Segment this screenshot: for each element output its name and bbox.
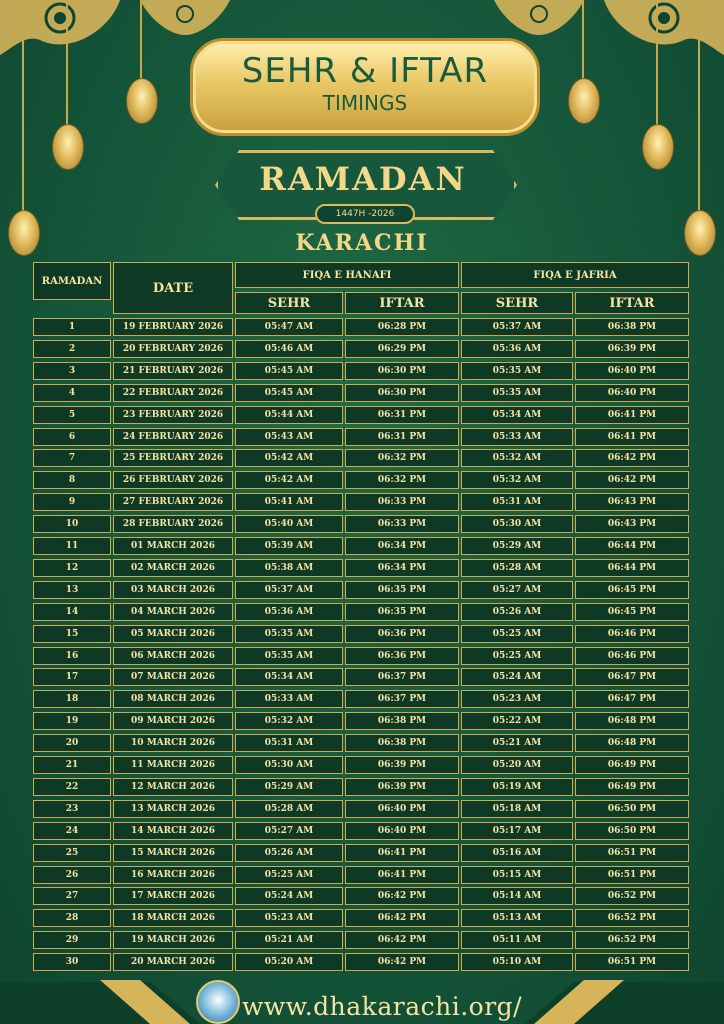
jafria-sehr-cell: 05:14 AM [461, 887, 573, 905]
date-cell: 20 FEBRUARY 2026 [113, 340, 233, 358]
jafria-iftar-cell: 06:45 PM [575, 603, 689, 621]
ramadan-day-cell: 3 [33, 362, 111, 380]
jafria-iftar-cell: 06:48 PM [575, 734, 689, 752]
jafria-sehr-cell: 05:31 AM [461, 493, 573, 511]
hanafi-sehr-cell: 05:42 AM [235, 471, 343, 489]
ramadan-day-cell: 20 [33, 734, 111, 752]
jafria-iftar-cell: 06:49 PM [575, 756, 689, 774]
ramadan-day-cell: 10 [33, 515, 111, 533]
jafria-iftar-cell: 06:44 PM [575, 537, 689, 555]
jafria-iftar-cell: 06:51 PM [575, 866, 689, 884]
date-cell: 17 MARCH 2026 [113, 887, 233, 905]
date-cell: 20 MARCH 2026 [113, 953, 233, 971]
ramadan-day-cell: 8 [33, 471, 111, 489]
hanafi-iftar-cell: 06:36 PM [345, 625, 459, 643]
hanafi-iftar-cell: 06:33 PM [345, 493, 459, 511]
jafria-sehr-cell: 05:19 AM [461, 778, 573, 796]
hanafi-sehr-cell: 05:38 AM [235, 559, 343, 577]
ramadan-day-cell: 5 [33, 406, 111, 424]
hanafi-sehr-cell: 05:24 AM [235, 887, 343, 905]
hanafi-iftar-cell: 06:34 PM [345, 559, 459, 577]
jafria-sehr-cell: 05:37 AM [461, 318, 573, 336]
hanafi-iftar-cell: 06:40 PM [345, 822, 459, 840]
hanafi-iftar-cell: 06:37 PM [345, 668, 459, 686]
hanafi-iftar-cell: 06:42 PM [345, 953, 459, 971]
ramadan-day-cell: 30 [33, 953, 111, 971]
hanafi-sehr-cell: 05:42 AM [235, 449, 343, 467]
date-cell: 07 MARCH 2026 [113, 668, 233, 686]
date-cell: 22 FEBRUARY 2026 [113, 384, 233, 402]
jafria-iftar-cell: 06:41 PM [575, 406, 689, 424]
jafria-iftar-cell: 06:48 PM [575, 712, 689, 730]
date-cell: 23 FEBRUARY 2026 [113, 406, 233, 424]
date-cell: 15 MARCH 2026 [113, 844, 233, 862]
hanafi-sehr-cell: 05:44 AM [235, 406, 343, 424]
city-label: KARACHI [295, 230, 429, 256]
hanafi-sehr-cell: 05:27 AM [235, 822, 343, 840]
hanafi-iftar-cell: 06:31 PM [345, 406, 459, 424]
ramadan-day-cell: 6 [33, 428, 111, 446]
date-cell: 19 MARCH 2026 [113, 931, 233, 949]
ramadan-day-cell: 16 [33, 647, 111, 665]
ramadan-day-cell: 26 [33, 866, 111, 884]
date-cell: 14 MARCH 2026 [113, 822, 233, 840]
ramadan-day-cell: 29 [33, 931, 111, 949]
hanafi-iftar-cell: 06:30 PM [345, 362, 459, 380]
hanafi-sehr-cell: 05:33 AM [235, 690, 343, 708]
date-cell: 04 MARCH 2026 [113, 603, 233, 621]
jafria-iftar-cell: 06:47 PM [575, 668, 689, 686]
ramadan-day-cell: 21 [33, 756, 111, 774]
hanafi-iftar-cell: 06:30 PM [345, 384, 459, 402]
jafria-sehr-cell: 05:28 AM [461, 559, 573, 577]
jafria-iftar-cell: 06:38 PM [575, 318, 689, 336]
hanafi-sehr-cell: 05:47 AM [235, 318, 343, 336]
jafria-sehr-cell: 05:27 AM [461, 581, 573, 599]
hanafi-iftar-cell: 06:38 PM [345, 712, 459, 730]
jafria-sehr-cell: 05:25 AM [461, 625, 573, 643]
hanafi-iftar-cell: 06:32 PM [345, 471, 459, 489]
header-jafria-sehr: SEHR [461, 292, 573, 314]
jafria-iftar-cell: 06:47 PM [575, 690, 689, 708]
date-cell: 03 MARCH 2026 [113, 581, 233, 599]
jafria-sehr-cell: 05:35 AM [461, 384, 573, 402]
header-hanafi-sehr: SEHR [235, 292, 343, 314]
page-title: SEHR & IFTAR [241, 51, 489, 91]
hanafi-sehr-cell: 05:45 AM [235, 362, 343, 380]
date-cell: 28 FEBRUARY 2026 [113, 515, 233, 533]
jafria-iftar-cell: 06:39 PM [575, 340, 689, 358]
jafria-sehr-cell: 05:36 AM [461, 340, 573, 358]
jafria-iftar-cell: 06:46 PM [575, 647, 689, 665]
jafria-iftar-cell: 06:40 PM [575, 362, 689, 380]
jafria-iftar-cell: 06:52 PM [575, 931, 689, 949]
lantern-icon [126, 0, 156, 140]
jafria-sehr-cell: 05:13 AM [461, 909, 573, 927]
page-subtitle: TIMINGS [322, 91, 408, 115]
date-cell: 26 FEBRUARY 2026 [113, 471, 233, 489]
hanafi-sehr-cell: 05:43 AM [235, 428, 343, 446]
header-jafria-iftar: IFTAR [575, 292, 689, 314]
jafria-iftar-cell: 06:45 PM [575, 581, 689, 599]
hanafi-iftar-cell: 06:35 PM [345, 581, 459, 599]
date-cell: 21 FEBRUARY 2026 [113, 362, 233, 380]
jafria-sehr-cell: 05:26 AM [461, 603, 573, 621]
header-date: DATE [113, 262, 233, 314]
header-fiqa-hanafi: FIQA E HANAFI [235, 262, 459, 288]
jafria-iftar-cell: 06:40 PM [575, 384, 689, 402]
date-cell: 06 MARCH 2026 [113, 647, 233, 665]
ramadan-day-cell: 19 [33, 712, 111, 730]
hanafi-iftar-cell: 06:37 PM [345, 690, 459, 708]
jafria-iftar-cell: 06:41 PM [575, 428, 689, 446]
date-cell: 09 MARCH 2026 [113, 712, 233, 730]
hanafi-iftar-cell: 06:29 PM [345, 340, 459, 358]
date-cell: 08 MARCH 2026 [113, 690, 233, 708]
hanafi-sehr-cell: 05:20 AM [235, 953, 343, 971]
hanafi-iftar-cell: 06:42 PM [345, 909, 459, 927]
jafria-iftar-cell: 06:43 PM [575, 493, 689, 511]
hanafi-iftar-cell: 06:40 PM [345, 800, 459, 818]
ramadan-day-cell: 7 [33, 449, 111, 467]
jafria-sehr-cell: 05:24 AM [461, 668, 573, 686]
hanafi-iftar-cell: 06:41 PM [345, 866, 459, 884]
hanafi-sehr-cell: 05:34 AM [235, 668, 343, 686]
jafria-iftar-cell: 06:43 PM [575, 515, 689, 533]
ramadan-day-cell: 22 [33, 778, 111, 796]
hanafi-sehr-cell: 05:23 AM [235, 909, 343, 927]
hanafi-iftar-cell: 06:42 PM [345, 931, 459, 949]
ramadan-day-cell: 13 [33, 581, 111, 599]
jafria-sehr-cell: 05:20 AM [461, 756, 573, 774]
date-cell: 16 MARCH 2026 [113, 866, 233, 884]
jafria-iftar-cell: 06:50 PM [575, 800, 689, 818]
jafria-iftar-cell: 06:49 PM [575, 778, 689, 796]
hanafi-sehr-cell: 05:21 AM [235, 931, 343, 949]
ramadan-day-cell: 11 [33, 537, 111, 555]
jafria-iftar-cell: 06:42 PM [575, 449, 689, 467]
jafria-iftar-cell: 06:46 PM [575, 625, 689, 643]
hanafi-sehr-cell: 05:36 AM [235, 603, 343, 621]
hanafi-iftar-cell: 06:39 PM [345, 778, 459, 796]
jafria-sehr-cell: 05:17 AM [461, 822, 573, 840]
header-ramadan: RAMADAN [33, 262, 111, 300]
ramadan-label: RAMADAN [259, 160, 467, 198]
jafria-sehr-cell: 05:30 AM [461, 515, 573, 533]
jafria-sehr-cell: 05:29 AM [461, 537, 573, 555]
hanafi-sehr-cell: 05:31 AM [235, 734, 343, 752]
lantern-icon [52, 0, 82, 190]
year-badge: 1447H -2026 [315, 204, 415, 224]
hanafi-sehr-cell: 05:46 AM [235, 340, 343, 358]
ramadan-day-cell: 14 [33, 603, 111, 621]
hanafi-sehr-cell: 05:35 AM [235, 625, 343, 643]
date-cell: 02 MARCH 2026 [113, 559, 233, 577]
jafria-sehr-cell: 05:23 AM [461, 690, 573, 708]
hanafi-sehr-cell: 05:45 AM [235, 384, 343, 402]
hanafi-iftar-cell: 06:31 PM [345, 428, 459, 446]
jafria-sehr-cell: 05:11 AM [461, 931, 573, 949]
ramadan-day-cell: 9 [33, 493, 111, 511]
lantern-icon [642, 0, 672, 190]
ramadan-day-cell: 17 [33, 668, 111, 686]
hanafi-iftar-cell: 06:41 PM [345, 844, 459, 862]
hanafi-sehr-cell: 05:30 AM [235, 756, 343, 774]
hanafi-sehr-cell: 05:37 AM [235, 581, 343, 599]
ramadan-day-cell: 2 [33, 340, 111, 358]
jafria-sehr-cell: 05:34 AM [461, 406, 573, 424]
hanafi-iftar-cell: 06:42 PM [345, 887, 459, 905]
jafria-iftar-cell: 06:51 PM [575, 953, 689, 971]
ramadan-day-cell: 25 [33, 844, 111, 862]
lantern-icon [568, 0, 598, 140]
hanafi-sehr-cell: 05:39 AM [235, 537, 343, 555]
jafria-sehr-cell: 05:35 AM [461, 362, 573, 380]
ramadan-day-cell: 18 [33, 690, 111, 708]
ramadan-day-cell: 15 [33, 625, 111, 643]
hanafi-sehr-cell: 05:32 AM [235, 712, 343, 730]
jafria-sehr-cell: 05:16 AM [461, 844, 573, 862]
ramadan-day-cell: 24 [33, 822, 111, 840]
title-plaque [190, 38, 540, 136]
jafria-iftar-cell: 06:42 PM [575, 471, 689, 489]
jafria-sehr-cell: 05:22 AM [461, 712, 573, 730]
jafria-sehr-cell: 05:21 AM [461, 734, 573, 752]
date-cell: 13 MARCH 2026 [113, 800, 233, 818]
hanafi-sehr-cell: 05:29 AM [235, 778, 343, 796]
jafria-sehr-cell: 05:32 AM [461, 471, 573, 489]
date-cell: 24 FEBRUARY 2026 [113, 428, 233, 446]
hanafi-iftar-cell: 06:38 PM [345, 734, 459, 752]
jafria-iftar-cell: 06:50 PM [575, 822, 689, 840]
hanafi-iftar-cell: 06:34 PM [345, 537, 459, 555]
hanafi-sehr-cell: 05:40 AM [235, 515, 343, 533]
date-cell: 18 MARCH 2026 [113, 909, 233, 927]
hanafi-iftar-cell: 06:32 PM [345, 449, 459, 467]
date-cell: 10 MARCH 2026 [113, 734, 233, 752]
hanafi-iftar-cell: 06:28 PM [345, 318, 459, 336]
jafria-sehr-cell: 05:10 AM [461, 953, 573, 971]
hanafi-sehr-cell: 05:25 AM [235, 866, 343, 884]
hanafi-sehr-cell: 05:35 AM [235, 647, 343, 665]
date-cell: 19 FEBRUARY 2026 [113, 318, 233, 336]
jafria-sehr-cell: 05:25 AM [461, 647, 573, 665]
date-cell: 11 MARCH 2026 [113, 756, 233, 774]
logo-icon [196, 980, 240, 1024]
hanafi-sehr-cell: 05:28 AM [235, 800, 343, 818]
date-cell: 25 FEBRUARY 2026 [113, 449, 233, 467]
jafria-iftar-cell: 06:44 PM [575, 559, 689, 577]
hanafi-sehr-cell: 05:41 AM [235, 493, 343, 511]
ramadan-day-cell: 27 [33, 887, 111, 905]
ramadan-day-cell: 1 [33, 318, 111, 336]
jafria-sehr-cell: 05:32 AM [461, 449, 573, 467]
jafria-sehr-cell: 05:18 AM [461, 800, 573, 818]
date-cell: 01 MARCH 2026 [113, 537, 233, 555]
hanafi-iftar-cell: 06:35 PM [345, 603, 459, 621]
date-cell: 05 MARCH 2026 [113, 625, 233, 643]
footer-url[interactable]: www.dhakarachi.org/ [242, 992, 523, 1021]
hanafi-sehr-cell: 05:26 AM [235, 844, 343, 862]
ramadan-day-cell: 23 [33, 800, 111, 818]
ramadan-day-cell: 28 [33, 909, 111, 927]
jafria-iftar-cell: 06:52 PM [575, 909, 689, 927]
hanafi-iftar-cell: 06:33 PM [345, 515, 459, 533]
hanafi-iftar-cell: 06:36 PM [345, 647, 459, 665]
date-cell: 12 MARCH 2026 [113, 778, 233, 796]
jafria-iftar-cell: 06:51 PM [575, 844, 689, 862]
jafria-sehr-cell: 05:15 AM [461, 866, 573, 884]
date-cell: 27 FEBRUARY 2026 [113, 493, 233, 511]
header-hanafi-iftar: IFTAR [345, 292, 459, 314]
header-fiqa-jafria: FIQA E JAFRIA [461, 262, 689, 288]
ramadan-day-cell: 4 [33, 384, 111, 402]
ramadan-day-cell: 12 [33, 559, 111, 577]
jafria-sehr-cell: 05:33 AM [461, 428, 573, 446]
hanafi-iftar-cell: 06:39 PM [345, 756, 459, 774]
jafria-iftar-cell: 06:52 PM [575, 887, 689, 905]
